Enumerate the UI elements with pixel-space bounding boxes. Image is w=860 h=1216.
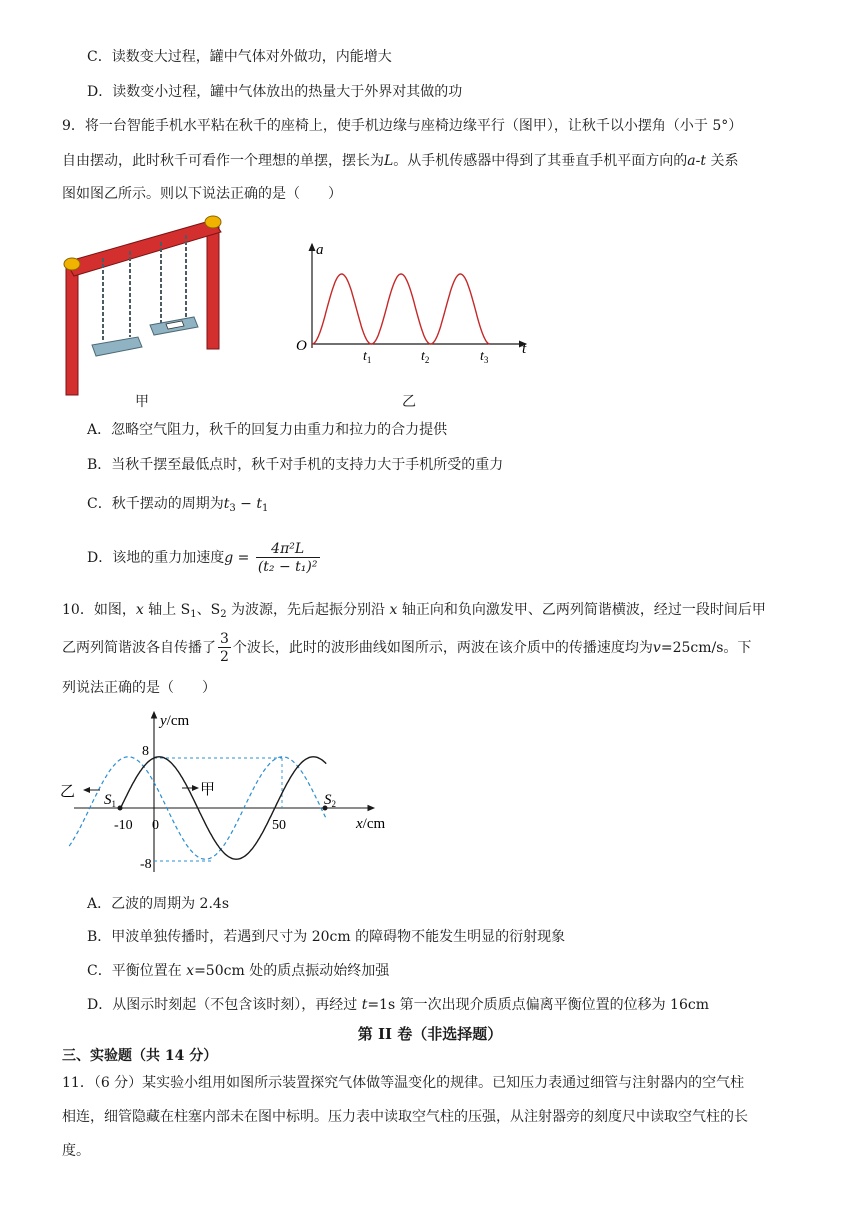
section3-heading: 三、实验题（共 14 分）: [62, 1048, 218, 1064]
q10-text: 10．如图，: [62, 602, 136, 618]
fraction-numerator: 3: [220, 630, 229, 647]
wave-jia-label: 甲: [200, 782, 216, 798]
t1-label: $t_1$: [363, 349, 372, 365]
x-neg10-label: -10: [114, 818, 133, 833]
fraction-denominator: 2: [220, 648, 229, 665]
fraction-denominator: (t₂ − t₁)²: [257, 558, 318, 575]
q10-text: 为波源，先后起振分别沿: [226, 602, 390, 618]
part2-title: 第 II 卷（非选择题）: [357, 1025, 503, 1043]
var-t: t: [361, 997, 368, 1013]
q10-option-b: B．甲波单独传播时，若遇到尺寸为 20cm 的障碍物不能发生明显的衍射现象: [87, 929, 566, 945]
t-axis-label: t: [522, 341, 527, 357]
q10-stem-line3: 列说法正确的是（ ）: [62, 680, 216, 696]
var-v: v: [652, 640, 661, 656]
y-max-label: 8: [142, 744, 149, 759]
a-t-graph: [290, 236, 535, 366]
fig-label-jia: 甲: [135, 394, 149, 410]
wave-yi-label: 乙: [60, 784, 76, 800]
swing-seat-left: [92, 337, 142, 356]
x-zero-label: 0: [152, 818, 159, 833]
s1-point: [118, 806, 123, 811]
t3-label: $t_3$: [480, 349, 489, 365]
equals: =: [233, 550, 254, 566]
var-x: x: [186, 963, 195, 979]
g-fraction: [256, 541, 320, 576]
var-t3: t: [223, 496, 230, 512]
q11-stem-line3: 度。: [62, 1143, 90, 1159]
three-halves-fraction: [218, 631, 231, 666]
y-min-label: -8: [140, 857, 152, 872]
var-t1: t: [256, 496, 263, 512]
sub-1: 1: [190, 609, 197, 620]
swing-right-post: [207, 224, 219, 349]
q10-text: 轴正向和负向激发甲、乙两列简谐横波，经过一段时间后甲: [397, 602, 766, 618]
q11-stem-line1: 11．（6 分）某实验小组用如图所示装置探究气体做等温变化的规律。已知压力表通过细管与注射器内的空气柱: [62, 1075, 745, 1091]
x-axis-label: x/cm: [356, 816, 386, 832]
wave-graph: [58, 706, 398, 878]
swing-illustration: [58, 210, 228, 400]
q9-option-c: [87, 494, 268, 519]
q10-d-text: D．从图示时刻起（不包含该时刻），再经过: [87, 997, 362, 1013]
q10-d-text: =1s 第一次出现介质质点偏离平衡位置的位移为 16cm: [367, 997, 709, 1013]
q9-var-at: a-t: [687, 153, 706, 169]
q11-stem-line2: 相连，细管隐藏在柱塞内部未在图中标明。压力表中读取空气柱的压强，从注射器旁的刻度尺中读取空气柱的长: [62, 1109, 748, 1125]
y-axis-label: y/cm: [160, 713, 190, 729]
swing-right-cap: [205, 216, 221, 228]
minus: −: [235, 496, 257, 512]
var-x: x: [135, 602, 144, 618]
q9-d-text: D．该地的重力加速度: [87, 550, 225, 566]
q9-stem-line2: [62, 151, 738, 171]
sub-1: 1: [262, 503, 269, 514]
q9-var-L: L: [384, 153, 394, 169]
fig-label-yi: 乙: [402, 394, 416, 410]
q10-text: 乙两列简谐波各自传播了: [62, 640, 216, 656]
s1-label: $S_1$: [104, 792, 116, 809]
swing-left-cap: [64, 258, 80, 270]
q10-text: 个波长，此时的波形曲线如图所示，两波在该介质中的传播速度均为: [232, 640, 653, 656]
swing-top-beam: [66, 220, 221, 276]
q9-stem-line3: 图如图乙所示。则以下说法正确的是（ ）: [62, 186, 342, 202]
q10-option-d: [87, 995, 709, 1015]
q9-stem-line1: 9．将一台智能手机水平粘在秋千的座椅上，使手机边缘与座椅边缘平行（图甲），让秋千以小摆角（小于 5°）: [62, 118, 743, 134]
var-g: g: [224, 550, 234, 566]
q9-option-d: [87, 540, 322, 576]
s2-label: $S_2$: [324, 792, 336, 809]
q10-stem-line1: [62, 600, 766, 625]
q9-text: 。从手机传感器中得到了其垂直手机平面方向的: [393, 153, 688, 169]
q10-text: 轴上 S: [143, 602, 191, 618]
q10-option-a: A．乙波的周期为 2.4s: [87, 896, 230, 912]
a-t-curve: [312, 274, 490, 344]
q9-c-text: C．秋千摆动的周期为: [87, 496, 224, 512]
var-x: x: [389, 602, 398, 618]
q8-option-c: C．读数变大过程，罐中气体对外做功，内能增大: [87, 49, 392, 65]
q10-stem-line2: [62, 628, 751, 668]
sub-3: 3: [229, 503, 236, 514]
q10-c-text: =50cm 处的质点振动始终加强: [194, 963, 390, 979]
a-axis-label: a: [316, 242, 324, 258]
t2-label: $t_2$: [421, 349, 430, 365]
q10-text: 、S: [196, 602, 221, 618]
origin-label: O: [296, 338, 307, 354]
q9-text: 自由摆动，此时秋千可看作一个理想的单摆，摆长为: [62, 153, 384, 169]
q9-option-a: A．忽略空气阻力，秋千的回复力由重力和拉力的合力提供: [87, 422, 448, 438]
q9-text: 关系: [706, 153, 739, 169]
q8-option-d: D．读数变小过程，罐中气体放出的热量大于外界对其做的功: [87, 84, 463, 100]
x-50-label: 50: [272, 818, 286, 833]
q10-c-text: C．平衡位置在: [87, 963, 187, 979]
swing-left-post: [66, 265, 78, 395]
q9-option-b: B．当秋千摆至最低点时，秋千对手机的支持力大于手机所受的重力: [87, 457, 504, 473]
fraction-numerator: 4π²L: [256, 541, 320, 558]
q10-text: =25cm/s。下: [660, 640, 752, 656]
q10-option-c: [87, 961, 389, 981]
sub-2: 2: [220, 609, 227, 620]
